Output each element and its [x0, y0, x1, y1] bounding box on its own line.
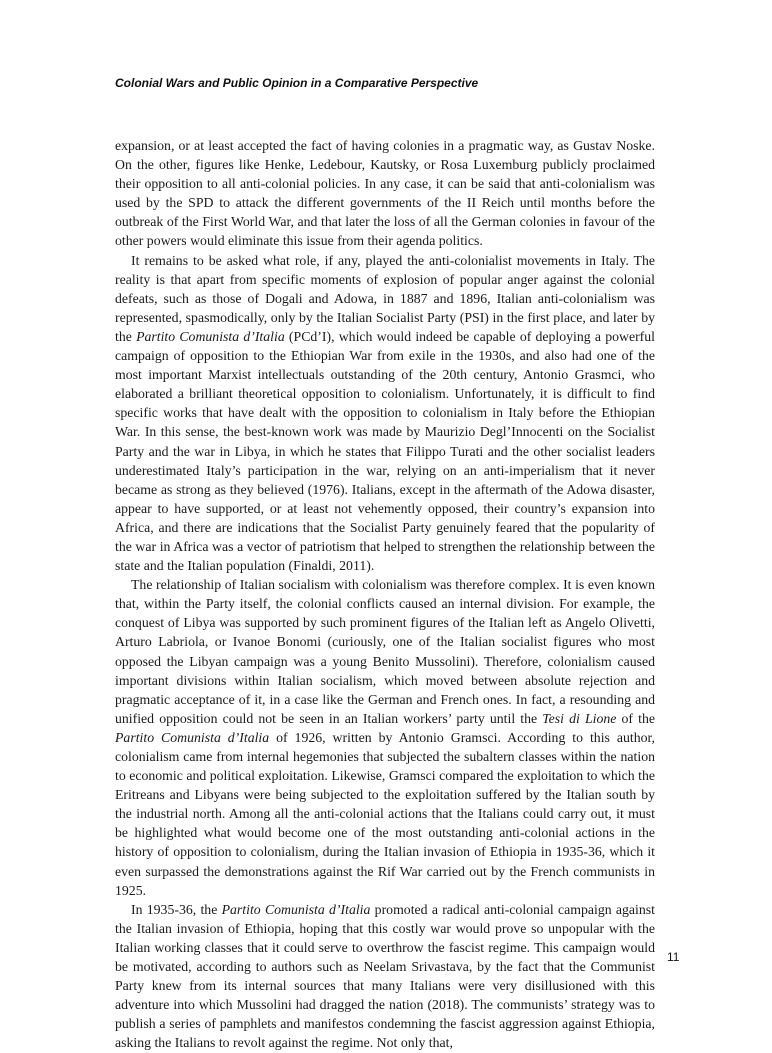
italic-title: Tesi di Lione: [542, 710, 617, 726]
paragraph: expansion, or at least accepted the fact of having colonies in a pragmatic way, as Gustav Noske. On the other, figures like Henke, Ledebour, Kautsky, or Rosa Luxemburg publicly proclaimed their opposition to all anti-colonial policies. In any case, it can be said that anti-colonialism was used by the SPD to attack the different governments of the II Reich until months before the outbreak of the First World War, and that later the loss of all the German colonies in favour of the other powers would eliminate this issue from their agenda politics.: [115, 138, 655, 249]
page-number: 11: [667, 950, 680, 964]
italic-title: Partito Comunista d’Italia: [221, 901, 371, 917]
paragraph: It remains to be asked what role, if any, played the anti-colonialist movements in Italy. The reality is that apart from specific moments of explosion of popular anger against the colonial defeats, such as those of Dogali and Adowa, in 1887 and 1896, Italian anti-colonialism was represented, spasmodically, only by the Italian Socialist Party (PSI) in the first place, and later by the Partito Comunista d’Italia (PCd’I), which would indeed be capable of deploying a powerful campaign of opposition to the Ethiopian War from exile in the 1930s, and also had one of the most important Marxist intellectuals outstanding of the 20th century, Antonio Grasmci, who elaborated a brilliant theoretical opposition to colonialism. Unfortunately, it is difficult to find specific works that have dealt with the opposition to colonialism in Italy before the Ethiopian War. In this sense, the best-known work was made by Maurizio Degl’Innocenti on the Socialist Party and the war in Libya, in which he states that Filippo Turati and the other socialist leaders underestimated Italy’s participation in the war, relying on an anti-imperialism that it never became as strong as they believed (1976). Italians, except in the aftermath of the Adowa disaster, appear to have supported, or at least not vehemently opposed, their country’s expansion into Africa, and there are indications that the Socialist Party genuinely feared that the popularity of the war in Africa was a vector of patriotism that helped to strengthen the relationship between the state and the Italian population (Finaldi, 2011).: [115, 252, 656, 574]
italic-title: Partito Comunista d’Italia: [136, 328, 285, 344]
paragraph: The relationship of Italian socialism with colonialism was therefore complex. It is even known that, within the Party itself, the colonial conflicts caused an internal division. For example, the conquest of Libya was supported by such prominent figures of the Italian left as Angelo Olivetti, Arturo Labriola, or Ivanoe Bonomi (curiously, one of the Italian socialist figures who most opposed the Libyan campaign was a young Benito Mussolini). Therefore, colonialism caused important divisions within Italian socialism, which moved between absolute rejection and pragmatic acceptance of it, in a case like the German and French ones. In fact, a resounding and unified opposition could not be seen in an Italian workers’ party until the Tesi di Lione of the Partito Comunista d’Italia of 1926, written by Antonio Gramsci. According to this author, colonialism came from internal hegemonies that subjected the subaltern classes within the nation to economic and political exploitation. Likewise, Gramsci compared the exploitation to which the Eritreans and Libyans were being subjected to the exploitation suffered by the Italian south by the industrial north. Among all the anti-colonial actions that the Italians could carry out, it must be highlighted what would become one of the most outstanding anti-colonial actions in the history of opposition to colonialism, during the Italian invasion of Ethiopia in 1935-36, which it even surpassed the demonstrations against the Rif War carried out by the French communists in 1925.: [115, 577, 655, 898]
running-header: Colonial Wars and Public Opinion in a Comparative Perspective: [115, 76, 479, 90]
paragraph: In 1935-36, the Partito Comunista d’Italia promoted a radical anti-colonial campaign against the Italian invasion of Ethiopia, hoping that this costly war would prove so unpopular with the Italian working classes that it could serve to overthrow the fascist regime. This campaign would be motivated, according to authors such as Neelam Srivastava, by the fact that the Communist Party knew from its internal sources that many Italians were very disillusioned with this adventure into which Mussolini had dragged the nation (2018). The communists’ strategy was to publish a series of pamphlets and manifestos condemning the fascist aggression against Ethiopia, asking the Italians to revolt against the regime. Not only that,: [115, 901, 655, 1051]
italic-title: Partito Comunista d’Italia: [115, 729, 270, 745]
body-text: [115, 136, 655, 1053]
